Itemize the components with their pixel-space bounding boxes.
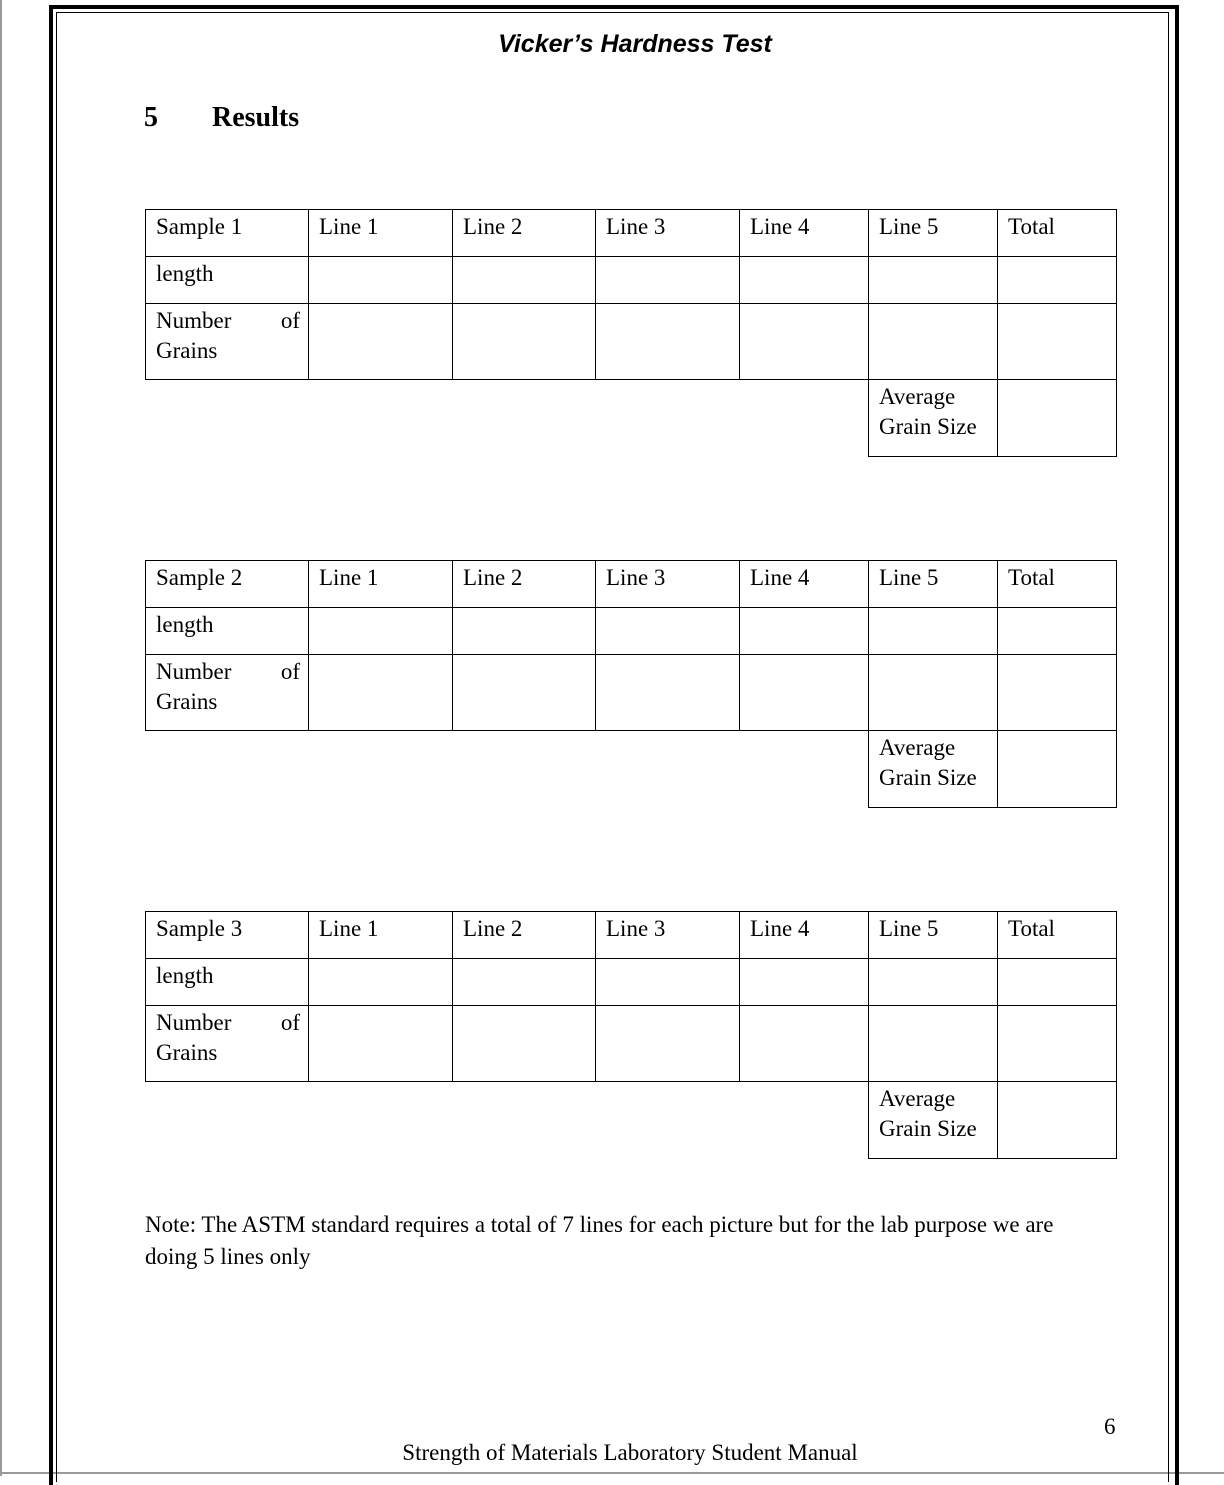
average-row	[146, 731, 1117, 808]
grains-label-word: Number	[156, 659, 232, 684]
column-header: Line 4	[740, 561, 869, 608]
grains-cell[interactable]	[740, 1006, 869, 1082]
sample-label: Sample 1	[146, 210, 309, 257]
length-cell[interactable]	[869, 257, 998, 304]
grains-cell[interactable]	[596, 1006, 740, 1082]
column-header: Line 1	[309, 912, 453, 959]
grains-total-cell[interactable]	[998, 1006, 1117, 1082]
grains-label-word: of	[280, 659, 300, 684]
section-number: 5	[144, 102, 158, 133]
grains-cell[interactable]	[309, 304, 453, 380]
column-header: Line 5	[869, 210, 998, 257]
section-title: Results	[212, 102, 300, 133]
length-cell[interactable]	[869, 608, 998, 655]
grains-label-word: Grains	[156, 689, 218, 714]
length-cell[interactable]	[453, 608, 596, 655]
page-left-edge	[0, 0, 2, 1476]
average-label-line: Grain Size	[879, 1116, 977, 1141]
column-header: Total	[998, 912, 1117, 959]
length-cell[interactable]	[596, 959, 740, 1006]
table-header-row	[146, 210, 1117, 257]
header-title: Vicker’s Hardness Test	[498, 30, 772, 58]
table-header-row	[146, 561, 1117, 608]
column-header: Line 2	[453, 210, 596, 257]
average-grain-size-cell[interactable]	[998, 380, 1117, 457]
length-cell[interactable]	[309, 608, 453, 655]
grains-cell[interactable]	[453, 304, 596, 380]
note-text: Note: The ASTM standard requires a total of 7 lines for each picture but for the lab purpose we are doing 5 lines only	[145, 1212, 1054, 1269]
column-header: Line 2	[453, 912, 596, 959]
grains-cell[interactable]	[596, 655, 740, 731]
grains-cell[interactable]	[596, 304, 740, 380]
row-label-grains	[146, 655, 309, 731]
footer-text: Strength of Materials Laboratory Student Manual	[402, 1440, 858, 1465]
length-cell[interactable]	[309, 959, 453, 1006]
average-grain-size-label	[869, 380, 998, 457]
grains-label-word: of	[280, 308, 300, 333]
column-header: Line 5	[869, 912, 998, 959]
grains-total-cell[interactable]	[998, 655, 1117, 731]
column-header: Total	[998, 210, 1117, 257]
sample-label: Sample 3	[146, 912, 309, 959]
grains-label-word: Grains	[156, 1040, 218, 1065]
average-label-line: Grain Size	[879, 414, 977, 439]
column-header: Total	[998, 561, 1117, 608]
table-header-row	[146, 912, 1117, 959]
length-cell[interactable]	[309, 257, 453, 304]
row-label-length: length	[146, 257, 309, 304]
grains-cell[interactable]	[453, 1006, 596, 1082]
length-cell[interactable]	[869, 959, 998, 1006]
grains-cell[interactable]	[869, 655, 998, 731]
average-row	[146, 1082, 1117, 1159]
column-header: Line 4	[740, 210, 869, 257]
column-header: Line 4	[740, 912, 869, 959]
sample-1-table	[145, 209, 1117, 457]
column-header: Line 5	[869, 561, 998, 608]
grains-row	[146, 1006, 1117, 1082]
grains-label-word: Number	[156, 308, 232, 333]
sample-3-table	[145, 911, 1117, 1159]
grains-cell[interactable]	[309, 655, 453, 731]
row-label-grains	[146, 1006, 309, 1082]
average-label-line: Grain Size	[879, 765, 977, 790]
average-label-line: Average	[879, 735, 956, 760]
grains-label-word: Number	[156, 1010, 232, 1035]
column-header: Line 1	[309, 561, 453, 608]
length-total-cell[interactable]	[998, 959, 1117, 1006]
column-header: Line 1	[309, 210, 453, 257]
column-header: Line 3	[596, 561, 740, 608]
row-label-length: length	[146, 608, 309, 655]
grains-row	[146, 304, 1117, 380]
grains-total-cell[interactable]	[998, 304, 1117, 380]
grains-cell[interactable]	[309, 1006, 453, 1082]
length-cell[interactable]	[740, 608, 869, 655]
grains-cell[interactable]	[453, 655, 596, 731]
length-cell[interactable]	[453, 257, 596, 304]
length-row	[146, 257, 1117, 304]
column-header: Line 2	[453, 561, 596, 608]
length-cell[interactable]	[596, 608, 740, 655]
grains-cell[interactable]	[740, 304, 869, 380]
average-row	[146, 380, 1117, 457]
average-grain-size-label	[869, 731, 998, 808]
average-grain-size-cell[interactable]	[998, 1082, 1117, 1159]
length-total-cell[interactable]	[998, 608, 1117, 655]
grains-row	[146, 655, 1117, 731]
average-grain-size-cell[interactable]	[998, 731, 1117, 808]
length-row	[146, 608, 1117, 655]
length-cell[interactable]	[453, 959, 596, 1006]
grains-cell[interactable]	[740, 655, 869, 731]
length-total-cell[interactable]	[998, 257, 1117, 304]
sample-2-table	[145, 560, 1117, 808]
grains-cell[interactable]	[869, 1006, 998, 1082]
length-cell[interactable]	[740, 257, 869, 304]
grains-label-word: of	[280, 1010, 300, 1035]
length-row	[146, 959, 1117, 1006]
length-cell[interactable]	[740, 959, 869, 1006]
sample-label: Sample 2	[146, 561, 309, 608]
average-grain-size-label	[869, 1082, 998, 1159]
row-label-grains	[146, 304, 309, 380]
average-label-line: Average	[879, 1086, 956, 1111]
column-header: Line 3	[596, 912, 740, 959]
column-header: Line 3	[596, 210, 740, 257]
length-cell[interactable]	[596, 257, 740, 304]
row-label-length: length	[146, 959, 309, 1006]
page-number: 6	[1104, 1414, 1116, 1439]
grains-label-word: Grains	[156, 338, 218, 363]
average-label-line: Average	[879, 384, 956, 409]
grains-cell[interactable]	[869, 304, 998, 380]
